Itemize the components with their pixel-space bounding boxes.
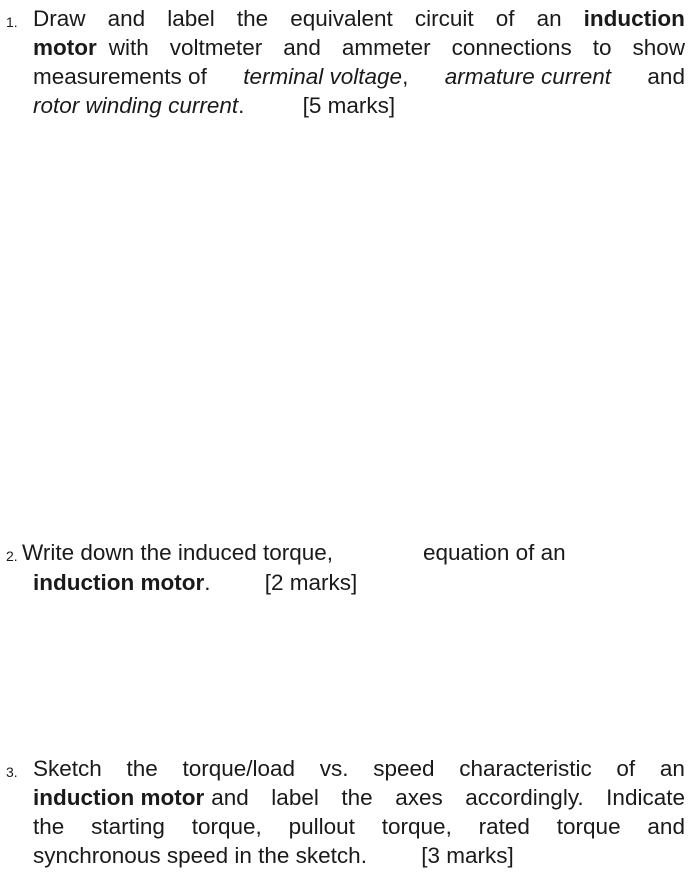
q3-word: speed — [373, 756, 435, 781]
question-2-number: 2. — [6, 548, 18, 564]
q1-word: the — [236, 6, 269, 31]
q1-period: . — [238, 93, 245, 118]
q1-word: label — [167, 6, 215, 31]
question-1-line-3 — [33, 62, 685, 91]
q2-text-b: equation of an — [423, 540, 566, 565]
q1-bold-motor: motor — [33, 35, 97, 60]
question-1-line-2 — [33, 33, 685, 62]
q3-text: synchronous speed in the sketch. — [33, 843, 367, 868]
q1-word: an — [536, 6, 562, 31]
q3-word: the — [126, 756, 158, 781]
question-1-line-1 — [33, 4, 685, 33]
question-2-line-2 — [33, 568, 357, 597]
q1-word: Draw — [33, 6, 86, 31]
q3-text: and label the axes accordingly. Indicate — [211, 785, 685, 810]
question-3-line-1 — [33, 754, 685, 783]
q2-text-a: Write down the induced torque, — [22, 540, 334, 565]
q3-word: Sketch — [33, 756, 102, 781]
q3-word: an — [659, 756, 685, 781]
question-3-line-2 — [33, 783, 685, 812]
q2-bold-induction-motor: induction motor — [33, 570, 205, 595]
q1-text: with voltmeter and ammeter connections to show — [108, 35, 685, 60]
q3-marks: [3 marks] — [421, 843, 514, 868]
q1-italic-rotor-winding-current: rotor winding current — [33, 93, 239, 118]
q3-word: torque/load — [182, 756, 296, 781]
q1-word: and — [107, 6, 146, 31]
q1-bold-induction: induction — [583, 6, 685, 31]
q2-marks: [2 marks] — [264, 570, 358, 595]
question-3 — [33, 754, 685, 870]
q3-word: torque, — [381, 814, 452, 839]
q1-italic-terminal-voltage: terminal voltage — [243, 64, 403, 89]
q3-word: vs. — [319, 756, 349, 781]
q1-marks: [5 marks] — [302, 93, 396, 118]
q1-word: circuit — [414, 6, 474, 31]
q1-text: measurements of — [33, 64, 207, 89]
q1-word: equivalent — [290, 6, 393, 31]
q3-word: torque, — [191, 814, 262, 839]
question-1-line-4 — [33, 91, 685, 120]
q1-italic-armature-current: armature current — [444, 64, 612, 89]
q1-text: and — [647, 64, 685, 89]
q1-word: of — [495, 6, 515, 31]
q3-bold-induction-motor: induction motor — [33, 785, 205, 810]
q3-word: torque — [556, 814, 621, 839]
q2-period: . — [204, 570, 211, 595]
question-1-number: 1. — [6, 14, 18, 30]
question-3-line-3 — [33, 812, 685, 841]
question-3-line-4 — [33, 841, 685, 870]
question-3-number: 3. — [6, 764, 18, 780]
q3-word: starting — [91, 814, 165, 839]
q3-word: of — [616, 756, 636, 781]
question-1 — [33, 4, 685, 120]
q1-comma: , — [402, 64, 409, 89]
q3-word: and — [647, 814, 685, 839]
q3-word: rated — [478, 814, 530, 839]
q3-word: characteristic — [459, 756, 592, 781]
q3-word: pullout — [288, 814, 355, 839]
q3-word: the — [33, 814, 65, 839]
